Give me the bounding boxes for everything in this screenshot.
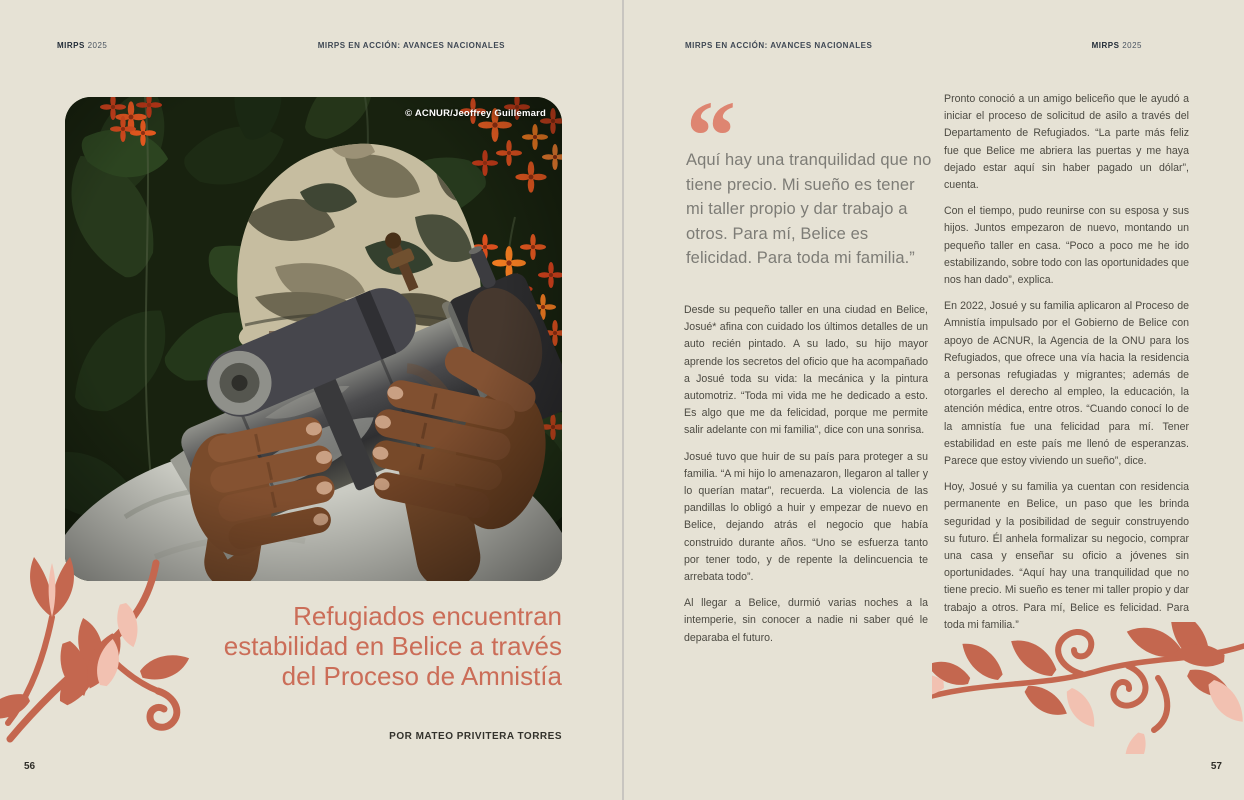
page-number-right: 57 xyxy=(1210,761,1222,772)
article-title-line: del Proceso de Amnistía xyxy=(281,661,562,691)
quote-mark-icon: “ xyxy=(686,80,733,191)
right-page-header-brand xyxy=(912,41,1142,50)
left-page-header-section: MIRPS EN ACCIÓN: AVANCES NACIONALES xyxy=(317,41,505,50)
pull-quote-text: Aquí hay una tranquilidad que no tiene precio. Mi sueño es tener mi taller propio y dar trabajo a otros. Para mí, Belice es felicidad. Para toda mi familia.” xyxy=(686,151,932,268)
left-page-header-brand xyxy=(57,41,107,50)
floral-ornament-left xyxy=(0,551,206,743)
body-paragraph: Hoy, Josué y su familia ya cuentan con residencia permanente en Belice, un paso que les brinda seguridad y la posibilidad de seguir construyendo su futuro. Él anhela formalizar su negocio, comprar una casa y enseñar su oficio a jóvenes sin oportunidades. “Aquí hay una tranquilidad que no tiene precio. Mi sueño es tener mi taller propio y dar trabajo a otros. Para mí, Belice es felicidad. Para toda mi familia.” xyxy=(944,481,1189,631)
page-number-left: 56 xyxy=(24,761,36,772)
article-title-line: estabilidad en Belice a través xyxy=(223,631,562,661)
body-paragraph: Al llegar a Belice, durmió varias noches a la intemperie, sin conocer a nadie ni saber qué le deparaba el futuro. xyxy=(684,597,928,644)
brand-year: 2025 xyxy=(1122,41,1142,50)
article-title xyxy=(200,601,562,691)
brand-name: MIRPS xyxy=(1091,41,1120,50)
pull-quote-block xyxy=(686,80,932,271)
article-title-line: Refugiados encuentran xyxy=(293,601,562,631)
page-fold-divider xyxy=(622,0,624,800)
article-photo xyxy=(65,97,562,581)
article-byline: POR MATEO PRIVITERA TORRES xyxy=(389,731,562,742)
body-paragraph: Josué tuvo que huir de su país para proteger a su familia. “A mi hijo lo amenazaron, llegaron al taller y lo querían matar”, recuerda. La violencia de las pandillas lo obligó a huir y empezar de nuevo en Belice, dejando atrás el negocio que había construido durante años. “Uno se esfuerza tanto por tener todo, y de repente la delincuencia te arrebata todo”. xyxy=(684,450,928,584)
body-column-1 xyxy=(684,302,928,656)
brand-name: MIRPS xyxy=(57,41,85,50)
body-paragraph: Pronto conoció a un amigo beliceño que le ayudó a iniciar el proceso de solicitud de asilo a través del Departamento de Refugiados. “La parte más feliz fue que Belice me abriera las puertas y me haya dejado estar aquí sin haber pagado un dólar”, cuenta. xyxy=(944,93,1189,192)
body-paragraph: Con el tiempo, pudo reunirse con su esposa y sus hijos. Juntos empezaron de nuevo, montando un pequeño taller en casa. “Poco a poco me he ido estabilizando, sobre todo con las oportunidades que nos han dado”, explica. xyxy=(944,205,1190,287)
brand-year: 2025 xyxy=(87,41,108,50)
photo-credit: © ACNUR/Jeoffrey Guillemard xyxy=(405,108,546,119)
body-paragraph: En 2022, Josué y su familia aplicaron al Proceso de Amnistía impulsado por el Gobierno de Belice con apoyo de ACNUR, la Agencia de la ONU para los Refugiados, que ofrece una vía hacia la residencia a personas refugiadas y migrantes; además de otorgarles el derecho al empleo, la educación, la atención médica, entre otros. “Cuando conocí lo de la amnistía fue una felicidad para mí. Tener estabilidad en este país me llenó de esperanzas. Parece que estoy viviendo un sueño”, dice. xyxy=(944,300,1189,468)
photo-illustration xyxy=(65,97,562,581)
body-paragraph: Desde su pequeño taller en una ciudad en Belice, Josué* afina con cuidado los últimos detalles de un auto recién pintado. A su lado, su hijo mayor aprende los secretos del oficio que ha acompañado a Josué toda su vida: la mecánica y la pintura automotriz. “Toda mi vida me he dedicado a esto. Es algo que me da felicidad, porque me permite salir adelante con mi familia”, dice con una sonrisa. xyxy=(684,304,928,437)
right-page-header-section: MIRPS EN ACCIÓN: AVANCES NACIONALES xyxy=(685,41,873,50)
body-column-2 xyxy=(944,91,1189,643)
